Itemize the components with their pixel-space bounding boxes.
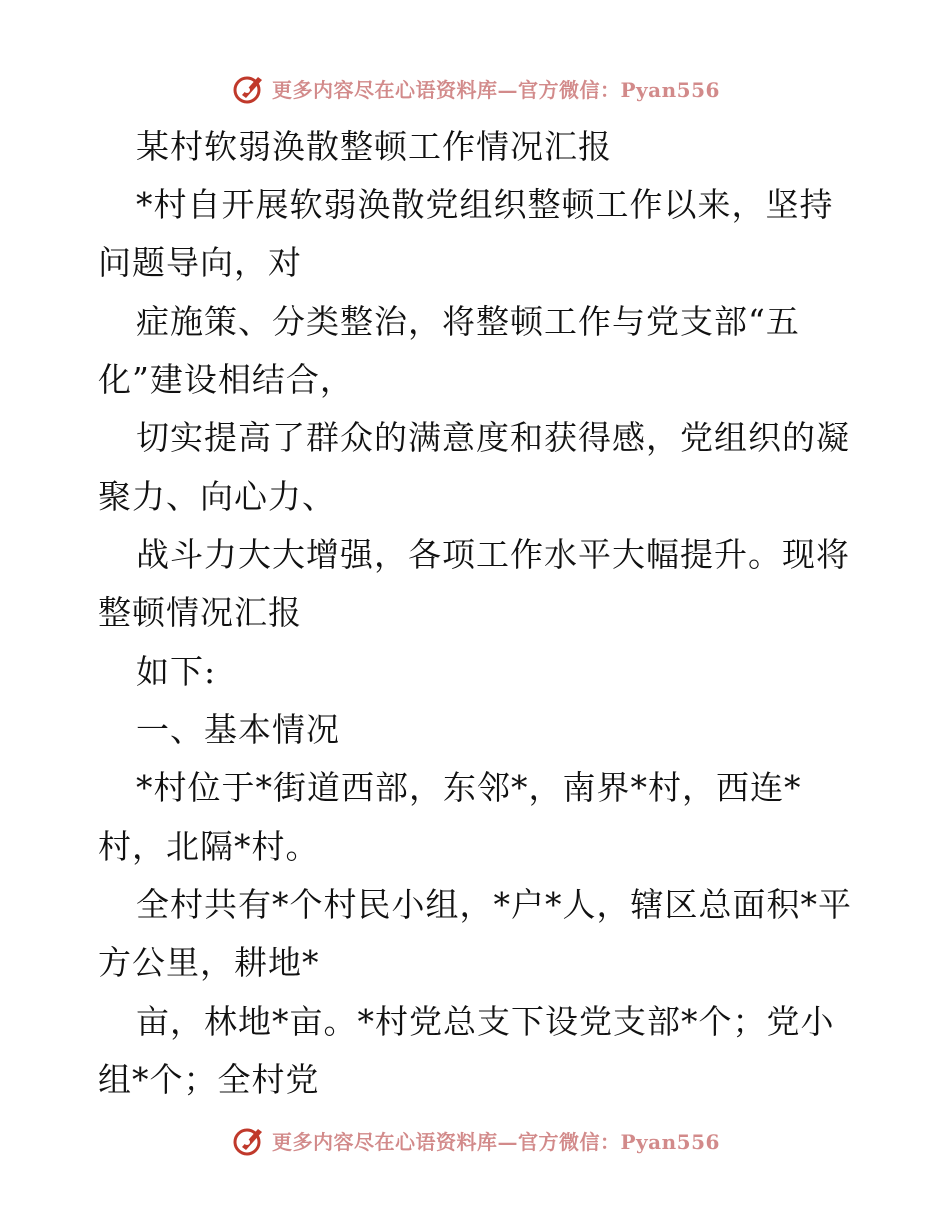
header-banner[interactable]	[232, 70, 720, 106]
text-line: 切实提高了群众的满意度和获得感，党组织的凝	[136, 418, 850, 457]
text-line: 战斗力大大增强，各项工作水平大幅提升。现将	[136, 535, 850, 574]
text-line: 组*个；全村党	[98, 1060, 320, 1099]
text-line: 整顿情况汇报	[98, 593, 302, 632]
text-line: 化”建设相结合，	[98, 360, 354, 399]
text-line: *村位于*街道西部，东邻*，南界*村，西连*	[136, 768, 802, 807]
text-line: 方公里，耕地*	[98, 943, 320, 982]
section-heading: 一、基本情况	[136, 710, 340, 749]
text-line: 如下:	[136, 652, 217, 691]
text-line: 问题导向，对	[98, 243, 302, 282]
text-line: 亩，林地*亩。*村党总支下设党支部*个；党小	[136, 1002, 835, 1041]
text-line: *村自开展软弱涣散党组织整顿工作以来，坚持	[136, 185, 834, 224]
banner-text: 更多内容尽在心语资料库—官方微信：Pyan556	[272, 77, 720, 102]
document-title: 某村软弱涣散整顿工作情况汇报	[136, 127, 612, 166]
banner-text: 更多内容尽在心语资料库—官方微信：Pyan556	[272, 1129, 720, 1154]
pen-in-circle-logo-icon	[232, 1123, 266, 1157]
text-line: 聚力、向心力、	[98, 477, 336, 516]
text-line: 村，北隔*村。	[98, 827, 320, 866]
pen-in-circle-logo-icon	[232, 71, 266, 105]
text-line: 症施策、分类整治，将整顿工作与党支部“五	[136, 302, 800, 341]
footer-banner[interactable]	[232, 1122, 720, 1158]
text-line: 全村共有*个村民小组，*户*人，辖区总面积*平	[136, 885, 852, 924]
